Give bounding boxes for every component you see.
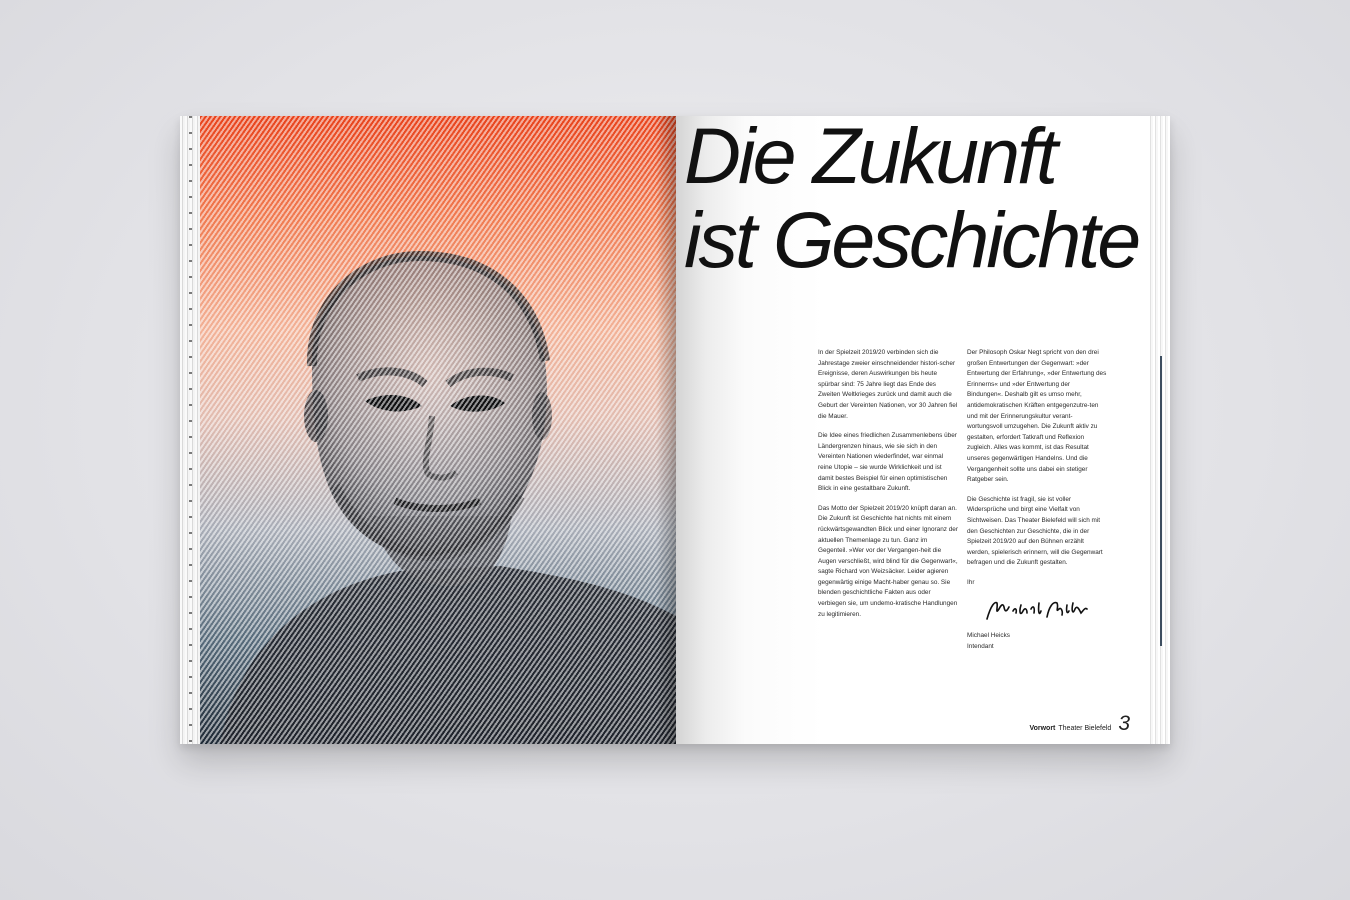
register-tab <box>1160 356 1162 646</box>
page-edges <box>180 116 202 744</box>
page-footer <box>1029 713 1130 734</box>
paragraph: In der Spielzeit 2019/20 verbinden sich die Jahrestage zweier einschneidender histori-scher Ereignisse, deren Auswirkungen bis heute spürbar sind: 75 Jahre liegt das Ende des Zweiten Weltkrieges zurück und damit auch die Geburt der Vereinten Nationen, vor 30 Jahren fiel die Mauer. <box>818 349 958 420</box>
title-line-2: ist Geschichte <box>684 195 1139 284</box>
footer-publisher: Theater Bielefeld <box>1058 725 1112 732</box>
text-column-left <box>818 348 958 629</box>
sign-off: Ihr <box>967 578 975 586</box>
right-page-edges <box>1148 116 1170 744</box>
paragraph: Die Idee eines friedlichen Zusammenlebens über Ländergrenzen hinaus, wie sie sich in den Vereinten Nationen wiederfindet, war einmal reine Utopie – sie wurde Wirklichkeit und ist damit bestes Beispiel für einen optimistischen Blick in eine gestaltbare Zukunft. <box>818 432 957 493</box>
halftone-portrait <box>200 116 676 744</box>
right-page <box>676 116 1170 744</box>
signatory-role: Intendant <box>967 643 994 651</box>
paragraph: Die Geschichte ist fragil, sie ist voller Widersprüche und birgt eine Vielfalt von Sichtweisen. Das Theater Bielefeld will sich mit den Geschichten zur Geschichte, die in der Spielzeit 2019/20 auf den Bühnen erzählt werden, spielerisch erinnern, will die Gegenwart befragen und die Zukunft gestalten. <box>967 495 1103 567</box>
page-title <box>684 116 1154 282</box>
signatory-name: Michael Heicks <box>967 632 1010 640</box>
paragraph: Das Motto der Spielzeit 2019/20 knüpft daran an. Die Zukunft ist Geschichte hat nichts mit einem rückwärtsgewandten Blick und einer Ignoranz der aktuellen Themenlage zu tun. Ganz im Gegenteil. »Wer vor der Vergangen-heit die Augen verschließt, wird blind für die Gegenwart«, sagte Richard von Weizsäcker. Leider agieren gegenwärtig einige Macht-haber genau so. Sie blenden geschichtliche Fakten aus oder verbiegen sie, um undemo-kratische Handlungen zu legitimieren. <box>818 504 958 618</box>
page-number: 3 <box>1118 712 1130 735</box>
signature-image <box>983 597 1093 625</box>
left-page <box>180 116 676 744</box>
halftone-pattern <box>200 116 676 744</box>
footer-section: Vorwort <box>1029 725 1056 732</box>
paragraph: Der Philosoph Oskar Negt spricht von den drei großen Entwertungen der Gegenwart: »der Entwertung der Erfahrung«, »der Entwertung des Erinnerns« und »der Entwertung der Bindungen«. Deshalb gilt es umso mehr, antidemokratischen Kräften entgegenzutre-ten und mit der Erinnerungskultur verant-wortungsvoll umzugehen. Die Zukunft aktiv zu gestalten, erfordert Tatkraft und Reflexion zugleich. Alles was kommt, ist das Resultat unseres gegenwärtigen Handelns. Und die Vergangenheit sollte uns dabei ein stetiger Ratgeber sein. <box>967 349 1107 484</box>
magazine-spread <box>180 116 1170 744</box>
gutter-shadow <box>656 116 676 744</box>
title-line-1: Die Zukunft <box>684 116 1055 200</box>
text-column-right <box>967 348 1107 653</box>
